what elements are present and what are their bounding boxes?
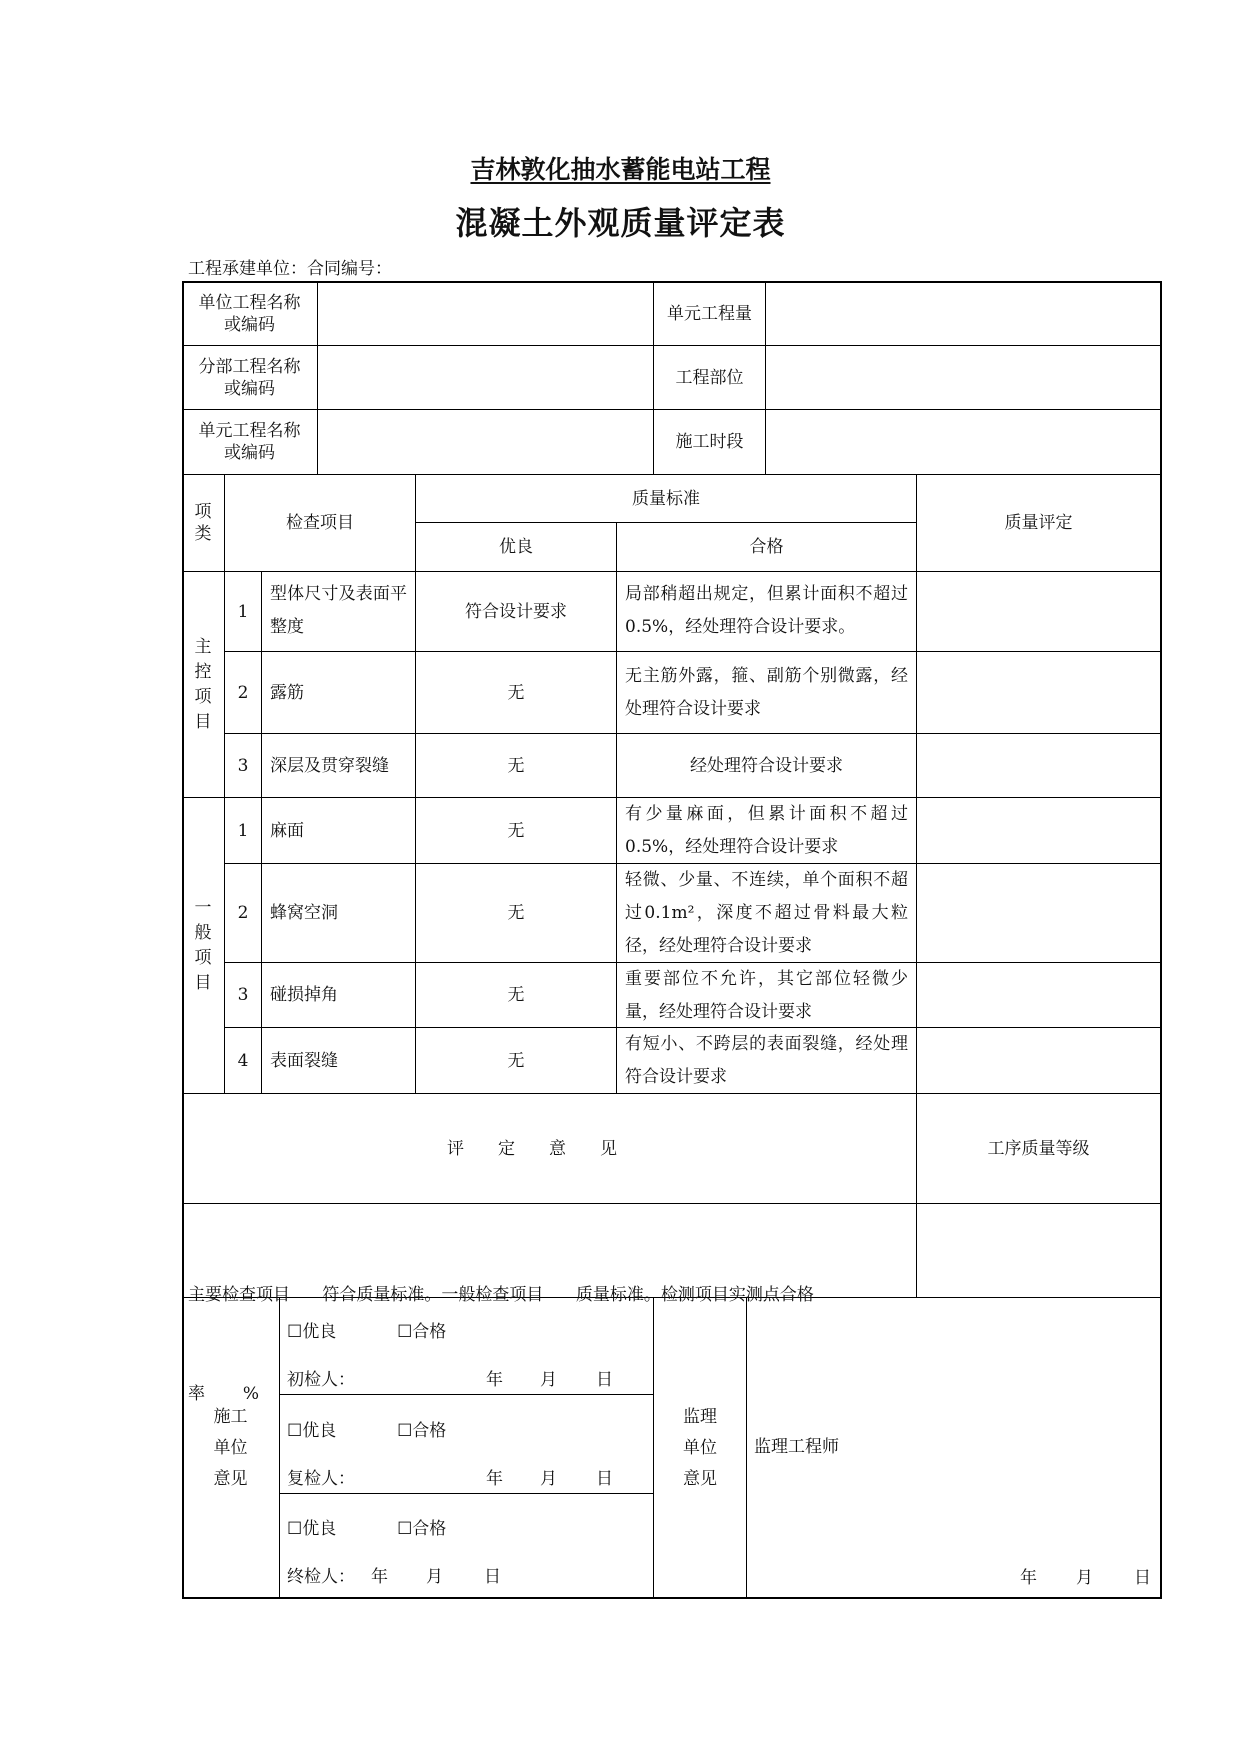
date-year: 年 [371, 1567, 388, 1587]
date-day: 日 [484, 1567, 501, 1587]
qualified-standard: 轻微、少量、不连续，单个面积不超过0.1m²，深度不超过骨料最大粒径，经处理符合设计要求 [625, 870, 908, 956]
item-number: 1 [237, 601, 249, 622]
unit-element-label: 单元工程名称 或编码 [198, 421, 301, 463]
construction-period-value[interactable] [766, 410, 1160, 474]
item-number: 4 [237, 1050, 249, 1071]
unit-project-value[interactable] [318, 283, 653, 345]
check-item-header: 检查项目 [286, 513, 354, 533]
evaluation-summary-line: 率 % [188, 1384, 259, 1404]
category-header: 项 类 [194, 502, 212, 544]
evaluation-summary-line: 主要检查项目 符合质量标准。一般检查项目 质量标准。检测项目实测点合格 [188, 1285, 814, 1305]
item-number: 3 [237, 985, 249, 1005]
excellent-checkbox[interactable]: ☐优良 [287, 1322, 337, 1342]
qualified-checkbox[interactable]: ☐合格 [397, 1519, 447, 1539]
evaluation-cell[interactable] [917, 798, 1160, 863]
qualified-header: 合格 [749, 537, 784, 557]
evaluation-cell[interactable] [917, 734, 1160, 797]
check-option-row [287, 1416, 446, 1441]
quality-standard-header: 质量标准 [632, 488, 700, 509]
excellent-standard: 无 [507, 1050, 525, 1071]
construction-period-label: 施工时段 [675, 432, 744, 452]
excellent-standard: 无 [507, 820, 525, 841]
qualified-checkbox[interactable]: ☐合格 [397, 1322, 447, 1342]
item-number: 2 [237, 903, 249, 923]
contractor-line: 工程承建单位：合同编号： [188, 259, 392, 279]
excellent-standard: 无 [507, 985, 525, 1005]
excellent-standard: 符合设计要求 [465, 601, 567, 622]
excellent-standard: 无 [507, 903, 525, 923]
item-number: 3 [237, 755, 249, 776]
supervision-engineer-label: 监理工程师 [754, 1437, 839, 1457]
item-number: 2 [237, 682, 249, 703]
unit-element-value[interactable] [318, 410, 653, 474]
date-year: 年 [486, 1370, 503, 1390]
excellent-checkbox[interactable]: ☐优良 [287, 1519, 337, 1539]
qualified-standard: 重要部位不允许，其它部位轻微少量，经处理符合设计要求 [625, 969, 908, 1022]
construction-unit-label: 施工 单位 意见 [213, 1406, 248, 1489]
excellent-checkbox[interactable]: ☐优良 [287, 1421, 337, 1441]
excellent-standard: 无 [507, 755, 525, 776]
unit-quantity-label: 单元工程量 [667, 304, 752, 324]
evaluation-cell[interactable] [917, 652, 1160, 733]
check-option-row [287, 1317, 446, 1342]
unit-project-label: 单位工程名称 或编码 [198, 293, 301, 335]
main-control-group-label: 主 控 项 目 [194, 636, 212, 732]
unit-quantity-value[interactable] [766, 283, 1160, 345]
qualified-standard: 局部稍超出规定，但累计面积不超过0.5%，经处理符合设计要求。 [625, 584, 908, 637]
item-name: 麻面 [270, 820, 304, 841]
evaluation-cell[interactable] [917, 1028, 1160, 1093]
date-year: 年 [1020, 1568, 1037, 1588]
date-month: 月 [1076, 1568, 1093, 1588]
item-name: 碰损掉角 [270, 985, 338, 1005]
divider [279, 1493, 653, 1494]
check-option-row [287, 1514, 446, 1539]
qualified-standard: 经处理符合设计要求 [690, 755, 843, 776]
date-month: 月 [426, 1567, 443, 1587]
item-name: 露筋 [270, 682, 304, 703]
evaluation-cell[interactable] [917, 864, 1160, 962]
evaluation-opinion-text: 评定意见 [447, 1138, 651, 1159]
project-location-label: 工程部位 [675, 367, 744, 388]
evaluation-cell[interactable] [917, 572, 1160, 651]
project-location-value[interactable] [766, 346, 1160, 409]
evaluation-opinion-label [182, 1094, 916, 1203]
general-group-label: 一 般 项 目 [194, 897, 212, 993]
evaluation-cell[interactable] [917, 963, 1160, 1027]
subproject-label: 分部工程名称 或编码 [198, 356, 301, 399]
item-number: 1 [237, 820, 249, 841]
qualified-standard: 有少量麻面，但累计面积不超过0.5%，经处理符合设计要求 [625, 804, 908, 857]
qualified-standard: 无主筋外露，箍、副筋个别微露，经处理符合设计要求 [625, 666, 908, 719]
item-name: 型体尺寸及表面平整度 [270, 584, 407, 637]
process-quality-grade-label: 工序质量等级 [987, 1138, 1090, 1159]
inspector-label: 终检人： [287, 1567, 355, 1587]
date-year: 年 [486, 1469, 503, 1489]
item-name: 表面裂缝 [270, 1050, 338, 1071]
date-day: 日 [596, 1370, 613, 1390]
excellent-header: 优良 [499, 537, 533, 557]
form-title: 混凝土外观质量评定表 [455, 204, 786, 242]
subproject-value[interactable] [318, 346, 653, 409]
project-title: 吉林敦化抽水蓄能电站工程 [470, 155, 771, 184]
inspector-label: 复检人： [287, 1469, 355, 1489]
inspector-label: 初检人： [287, 1370, 355, 1390]
date-month: 月 [540, 1469, 557, 1489]
supervision-unit-label: 监理 单位 意见 [683, 1406, 717, 1489]
process-quality-grade-value[interactable] [917, 1204, 1160, 1297]
date-day: 日 [1134, 1568, 1151, 1588]
excellent-standard: 无 [507, 682, 525, 703]
qualified-standard: 有短小、不跨层的表面裂缝，经处理符合设计要求 [625, 1034, 908, 1087]
item-name: 深层及贯穿裂缝 [270, 755, 389, 776]
date-month: 月 [540, 1370, 557, 1390]
qualified-checkbox[interactable]: ☐合格 [397, 1421, 447, 1441]
evaluation-header: 质量评定 [1004, 513, 1073, 533]
date-day: 日 [596, 1469, 613, 1489]
item-name: 蜂窝空洞 [270, 903, 338, 923]
